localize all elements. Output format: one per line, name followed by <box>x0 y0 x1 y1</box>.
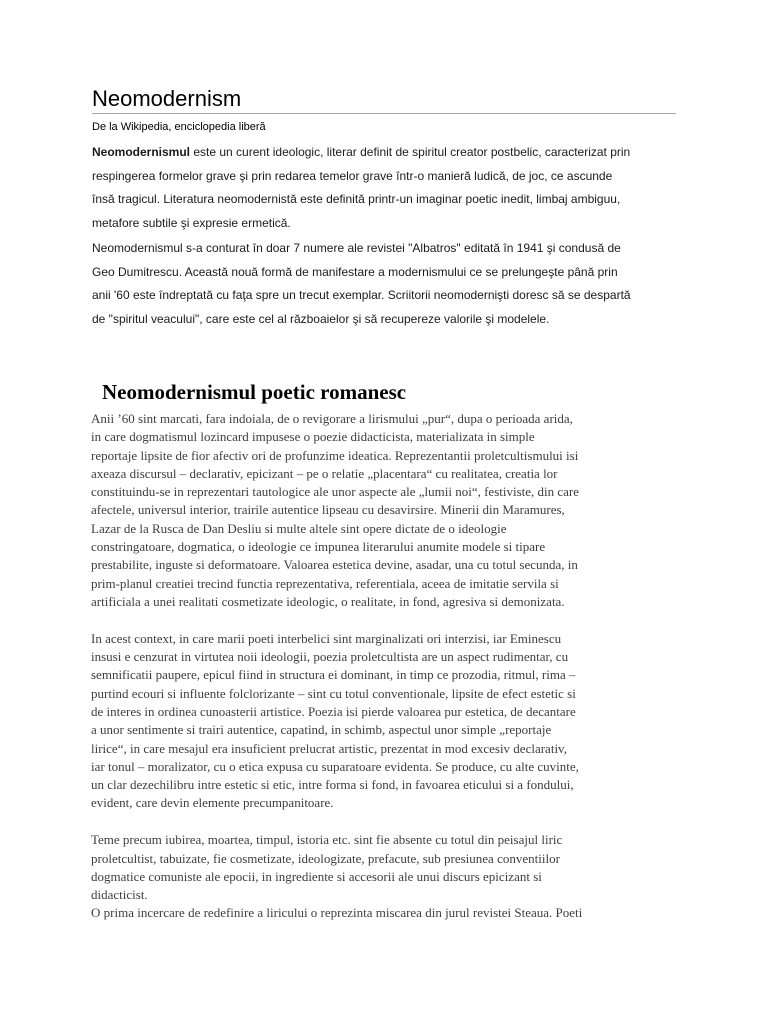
essay-line: reportaje lipsite de fior afectiv ori de profunzime ideatica. Reprezentantii proletcultismului isi <box>91 447 579 463</box>
essay-paragraph-2 <box>91 630 687 813</box>
intro-line: respingerea formelor grave şi prin redarea temelor grave într-o manieră ludică, de joc, ce ascunde <box>92 168 613 183</box>
essay-line: de interes in ordinea cunoasterii artistice. Poezia isi pierde valoarea pur estetica, de decantare <box>91 703 576 719</box>
intro-line: însă tragicul. Literatura neomodernistă este definită printr-un imaginar poetic inedit, limbaj ambiguu, <box>92 192 621 206</box>
essay-line: insusi e cenzurat in virtutea noii ideologii, poezia proletcultista are un aspect rudimentar, cu <box>91 649 569 665</box>
essay-line: a unor sentimente si trairi autentice, capatind, in schimb, aspectul unor simple „reportaje <box>91 722 552 738</box>
essay-line: purtind ecouri si influente folclorizante – sint cu totul conventionale, lipsite de efect estetic si <box>91 685 576 701</box>
essay-line: axeaza discursul – declarativ, epicizant – pe o relatie „placentara“ cu realitatea, creatia lor <box>91 465 558 481</box>
essay-line: lirice“, in care mesajul era insuficient prelucrat artistic, prezentat in mod excesiv declarativ, <box>91 740 567 756</box>
second-line: de "spiritul veacului", care este cel al războaielor şi să recupereze valorile şi modelele. <box>92 311 550 326</box>
essay-line: iar tonul – moralizator, cu o etica expusa cu suparatoare evidenta. Se produce, cu alte cuvinte, <box>91 758 579 774</box>
second-line: Neomodernismul s-a conturat în doar 7 numere ale revistei "Albatros" editată în 1941 şi condusă de <box>92 241 621 255</box>
article-title: Neomodernism <box>92 86 676 114</box>
essay-line: afectele, universul interior, trairile autentice lipseau cu desavirsire. Minerii din Maramures, <box>91 502 565 518</box>
second-line: anii '60 este îndreptată cu faţa spre un trecut exemplar. Scriitorii neomodernişti doresc să se despartă <box>92 288 631 302</box>
paragraph-gap <box>91 813 687 832</box>
article-source: De la Wikipedia, enciclopedia liberă <box>92 121 266 133</box>
essay-line: O prima incercare de redefinire a liricului o reprezinta miscarea din jurul revistei Steaua. Poeti <box>91 905 583 921</box>
intro-line-1-rest: este un curent ideologic, literar definit de spiritul creator postbelic, caracterizat prin <box>190 145 631 159</box>
essay-line: constringatoare, dogmatica, o ideologie ce impunea literarului anumite modele si tipare <box>91 539 546 555</box>
essay-line: Lazar de la Rusca de Dan Desliu si multe altele sint opere dictate de o ideologie <box>91 520 507 536</box>
essay-line: didacticist. <box>91 887 148 903</box>
essay-line: prim-planul creatiei trecind functia reprezentativa, referentiala, aceea de imitatie servila si <box>91 575 559 591</box>
wiki-excerpt <box>92 86 676 331</box>
essay-line: in care dogmatismul lozincard impusese o poezie didacticista, materializata in simple <box>91 429 535 445</box>
essay-line: semnificatii paupere, epicul fiind in structura ei dominant, in timp ce prozodia, ritmul, rima – <box>91 667 576 683</box>
essay-line: In acest context, in care marii poeti interbelici sint marginalizati ori interzisi, iar Eminescu <box>91 630 562 646</box>
essay-body <box>91 410 687 923</box>
essay-line: prestabilite, inguste si deformatoare. Valoarea estetica devine, asadar, una cu totul secunda, in <box>91 557 578 573</box>
essay-line: proletcultist, tabuizate, fie cosmetizate, ideologizate, prefacute, sub presiunea conventiilor <box>91 850 560 866</box>
intro-bold-term: Neomodernismul <box>92 145 191 159</box>
second-paragraph <box>92 237 676 331</box>
essay-paragraph-3 <box>91 831 687 922</box>
essay-paragraph-1 <box>91 410 687 611</box>
paragraph-gap <box>91 611 687 630</box>
essay-line: Anii ’60 sint marcati, fara indoiala, de o revigorare a lirismului „pur“, dupa o perioada arida, <box>91 411 573 426</box>
essay-heading: Neomodernismul poetic romanesc <box>102 380 407 404</box>
essay-line: un clar dezechilibru intre estetic si etic, intre forma si fond, in favoarea eticului si a fondului, <box>91 777 574 793</box>
essay-line: evident, care devin elemente precumpanitoare. <box>91 795 334 811</box>
intro-paragraph <box>92 141 676 235</box>
essay-line: artificiala a unei realitati cosmetizate ideologic, o realitate, in fond, agresiva si demonizata. <box>91 593 565 609</box>
intro-line: metafore subtile şi expresie ermetică. <box>92 215 291 230</box>
essay-line: dogmatice comuniste ale epocii, in ingrediente si accesorii ale unui discurs epicizant si <box>91 868 542 884</box>
essay-line: Teme precum iubirea, moartea, timpul, istoria etc. sint fie absente cu totul din peisajul liric <box>91 832 563 848</box>
essay-line: constituindu-se in reprezentari tautologice ale unor aspecte ale „lumii noi“, festiviste, din care <box>91 484 580 500</box>
second-line: Geo Dumitrescu. Această nouă formă de manifestare a modernismului ce se prelungeşte până prin <box>92 264 618 279</box>
